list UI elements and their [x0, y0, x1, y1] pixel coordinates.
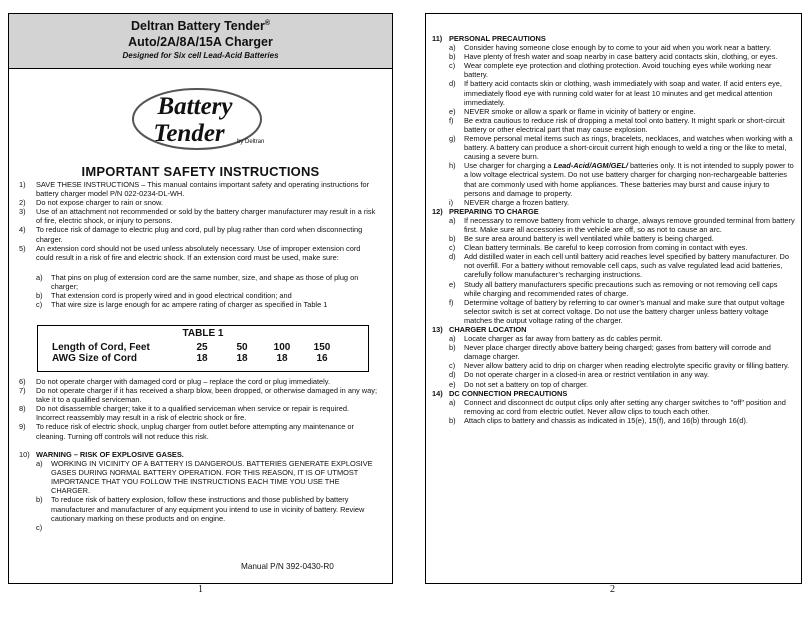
item-number: e) — [449, 279, 456, 289]
list-item: h) Use charger for charging a Lead-Acid/AGM/GEL/ batteries only. It is not intended to supply power to a low voltage electrical system. Do not use battery charger for charging non-rechargeable batteries that are commonly used with home appliances. These batteries may burst and cause injury to persons and damage to property. — [449, 161, 794, 198]
item-number: b) — [449, 415, 456, 425]
table-cell: 18 — [196, 353, 208, 364]
item-text: WORKING IN VICINITY OF A BATTERY IS DANGEROUS. BATTERIES GENERATE EXPLOSIVE GASES DURING NORMAL BATTERY OPERATION. FOR THIS REASON, IT IS OF UTMOST IMPORTANCE THAT YOU FOLLOW THE INSTRUCTIONS EACH TIME YOU USE THE CHARGER. — [51, 459, 373, 496]
table-cell: 150 — [313, 342, 331, 353]
list-item — [432, 398, 796, 416]
item-number: a) — [449, 215, 456, 225]
list-item — [432, 334, 796, 343]
title-line-1: Deltran Battery Tender® — [130, 19, 270, 33]
list-item — [19, 422, 379, 440]
page-number-1: 1 — [198, 584, 203, 595]
item-text: If necessary to remove battery from vehicle to charge, always remove grounded terminal from battery first. Make sure all accessories in the vehicle are off, so as not to cause an arc. — [464, 215, 795, 234]
item-number: e) — [449, 106, 456, 116]
list-item — [432, 370, 796, 379]
item-text: Never allow battery acid to drip on charger when reading electrolyte specific gravity or filling battery. — [464, 361, 790, 371]
item-text: That wire size is large enough for ac ampere rating of charger as specified in Table 1 — [51, 300, 328, 310]
item-number: b) — [36, 291, 43, 301]
section-14-items — [432, 398, 796, 425]
item-text: Never place charger directly above battery being charged; gases from battery will corrode and damage charger. — [464, 343, 771, 362]
logo-text-battery: Battery — [157, 93, 233, 120]
item-number: 2) — [19, 198, 26, 208]
item-10-heading: WARNING – RISK OF EXPLOSIVE GASES. — [36, 450, 184, 459]
list-item — [432, 116, 796, 134]
list-item — [432, 280, 796, 298]
list-item — [432, 234, 796, 243]
section-heading: 14) DC CONNECTION PRECAUTIONS — [432, 388, 568, 398]
list-item — [19, 207, 379, 225]
list-item — [19, 180, 379, 198]
list-item — [19, 300, 379, 309]
section-heading: 11) PERSONAL PRECAUTIONS — [432, 34, 546, 43]
table-cell: 18 — [236, 353, 248, 364]
logo-by-deltran: by Deltran — [237, 139, 265, 145]
list-item — [432, 134, 796, 161]
item-text: To reduce risk of electric shock, unplug charger from outlet before attempting any maintenance or cleaning. Turning off controls will not reduce this risk. — [36, 422, 354, 441]
item-number: d) — [449, 79, 456, 89]
item-text: Locate charger as far away from battery as dc cables permit. — [464, 334, 663, 344]
item-number: c) — [36, 300, 43, 310]
item-number: d) — [449, 252, 456, 262]
item-number: f) — [449, 115, 454, 125]
item-text: Use of an attachment not recommended or sold by the battery charger manufacturer may result in a risk of fire, electric shock, or injury to persons. — [36, 207, 376, 226]
list-item — [19, 291, 379, 300]
section-heading: 13) CHARGER LOCATION — [432, 325, 527, 334]
list-item — [432, 416, 796, 425]
list-item — [432, 79, 796, 106]
item-number: a) — [36, 273, 43, 282]
item-text: That extension cord is properly wired and in good electrical condition; and — [51, 291, 292, 301]
list-item — [432, 52, 796, 61]
table-row-length — [38, 342, 368, 353]
item-text: Remove personal metal items such as rings, bracelets, necklaces, and watches when working with a battery. A battery can produce a short-circuit current high enough to weld a ring or the like to metal, causing a severe burn. — [464, 134, 793, 162]
item-number: c) — [449, 61, 456, 71]
item-text: Connect and disconnect dc output clips only after setting any charger switches to "off" position and removing ac cord from electric outlet. Never allow clips to touch each other. — [464, 397, 786, 416]
page-1 — [8, 13, 393, 584]
page-2-content — [432, 34, 796, 425]
list-item — [19, 523, 379, 532]
item-text: Consider having someone close enough by to come to your aid when you work near a battery. — [464, 43, 772, 53]
item-text: Clean battery terminals. Be careful to keep corrosion from coming in contact with eyes. — [464, 243, 748, 253]
list-item — [432, 252, 796, 279]
item-number: 1) — [19, 180, 26, 189]
item-5-sublist — [19, 273, 379, 309]
item-number: b) — [36, 495, 43, 505]
battery-tender-logo — [131, 81, 267, 155]
list-item — [19, 404, 379, 422]
list-item — [432, 343, 796, 361]
item-number: d) — [449, 370, 456, 380]
item-number: a) — [449, 397, 456, 407]
table-row-awg — [38, 353, 368, 364]
item-number: 6) — [19, 377, 26, 386]
table-cell: 16 — [316, 353, 328, 364]
table-caption: TABLE 1 — [182, 328, 224, 339]
item-10-sublist — [19, 459, 379, 532]
table-1 — [37, 325, 369, 372]
item-text: NEVER smoke or allow a spark or flame in vicinity of battery or engine. — [464, 106, 696, 116]
item-number: c) — [449, 243, 456, 253]
item-number: 4) — [19, 225, 26, 235]
list-item — [432, 243, 796, 252]
title-line-3: Designed for Six cell Lead-Acid Batteries — [122, 51, 279, 60]
section-heading: 12) PREPARING TO CHARGE — [432, 206, 539, 216]
item-text: Be extra cautious to reduce risk of dropping a metal tool onto battery. It might spark or short-circuit battery or other electrical part that may cause explosion. — [464, 115, 785, 134]
list-item — [432, 43, 796, 52]
item-number: 7) — [19, 386, 26, 396]
item-text: Do not disassemble charger; take it to a qualified serviceman when service or repair is required. Incorrect reassembly may result in a risk of electric shock or fire. — [36, 404, 350, 423]
item-text: Attach clips to battery and chassis as indicated in 15(e), 15(f), and 16(b) through 16(d). — [464, 415, 748, 425]
logo-text-tender: Tender — [153, 120, 225, 147]
item-text: Do not operate charger with damaged cord or plug – replace the cord or plug immediately. — [36, 377, 331, 386]
item-number: f) — [449, 297, 454, 307]
list-item — [19, 198, 379, 207]
list-item: i) NEVER charge a frozen battery. — [449, 197, 570, 207]
item-number: b) — [449, 234, 456, 244]
item-text: SAVE THESE INSTRUCTIONS – This manual contains important safety and operating instructions for battery charger model P/N 022-0234-DL-WH. — [36, 180, 370, 199]
list-item — [432, 107, 796, 116]
item-number: 9) — [19, 422, 26, 432]
item-number: 3) — [19, 207, 26, 217]
section-13-items — [432, 334, 796, 389]
item-number: a) — [449, 334, 456, 344]
page-number-2: 2 — [610, 584, 615, 595]
item-number: b) — [449, 52, 456, 62]
item-text: Do not operate charger if it has received a sharp blow, been dropped, or otherwise damaged in any way; take it to a qualified serviceman. — [36, 386, 377, 405]
item-number: b) — [449, 343, 456, 353]
item-text: To reduce risk of damage to electric plug and cord, pull by plug rather than cord when disconnecting charger. — [36, 225, 363, 244]
list-item — [432, 380, 796, 389]
safety-items-bottom — [19, 377, 379, 441]
list-item — [19, 225, 379, 243]
safety-heading: IMPORTANT SAFETY INSTRUCTIONS — [81, 164, 320, 179]
list-item: 10) WARNING – RISK OF EXPLOSIVE GASES. — [19, 450, 379, 459]
list-item — [432, 216, 796, 234]
section-11-items — [432, 43, 796, 161]
list-item — [19, 244, 379, 262]
manual-part-number: Manual P/N 392-0430-R0 — [241, 562, 334, 571]
list-item — [19, 377, 379, 386]
item-number: 5) — [19, 243, 26, 253]
list-item — [19, 459, 379, 495]
item-text: To reduce risk of battery explosion, follow these instructions and those published by battery manufacturer and manufacturer of any equipment you intend to use in vicinity of battery. Review cautionary marking on these products and on engine. — [51, 495, 365, 523]
item-text: Wear complete eye protection and clothing protection. Avoid touching eyes while working near battery. — [464, 61, 772, 80]
item-text: Determine voltage of battery by referring to car owner’s manual and make sure that output voltage selector switch is set at correct voltage. Do not use the battery charger unless battery voltage matches the output voltage rating of the charger. — [464, 297, 785, 325]
list-item — [19, 273, 379, 291]
item-number: a) — [36, 459, 43, 469]
title-line-2: Auto/2A/8A/15A Charger — [128, 35, 273, 49]
item-text: Do not expose charger to rain or snow. — [36, 198, 163, 208]
item-text: Have plenty of fresh water and soap nearby in case battery acid contacts skin, clothing, or eyes. — [464, 52, 778, 62]
list-item — [19, 386, 379, 404]
item-number: e) — [449, 379, 456, 389]
item-text: Study all battery manufacturers specific precautions such as removing or not removing cell caps while charging and recommended rates of charge. — [464, 279, 778, 298]
row-label: AWG Size of Cord — [52, 353, 137, 364]
list-item — [432, 61, 796, 79]
section-12-items — [432, 216, 796, 325]
item-number: c) — [449, 361, 456, 371]
table-cell: 100 — [273, 342, 291, 353]
list-item — [432, 361, 796, 370]
table-cell: 25 — [196, 342, 208, 353]
item-text: Do not operate charger in a closed-in area or restrict ventilation in any way. — [464, 370, 710, 380]
item-number: 8) — [19, 404, 26, 414]
list-item — [19, 495, 379, 522]
item-number: a) — [449, 43, 456, 53]
item-text: If battery acid contacts skin or clothing, wash immediately with soap and water. If acid enters eye, immediately flood eye with running cold water for at least 10 minutes and get medical attention immediately. — [464, 79, 782, 107]
item-text: An extension cord should not be used unless absolutely necessary. Use of improper extension cord could result in a risk of fire and electric shock. If an extension cord must be used, make sure: — [36, 243, 361, 262]
item-number: c) — [36, 522, 43, 532]
item-number: g) — [449, 134, 456, 144]
page-2 — [425, 13, 802, 584]
item-text — [51, 523, 379, 532]
item-text: Add distilled water in each cell until battery acid reaches level specified by battery manufacturer. Do not overfill. For a battery without removable cell caps, such as valve regulated lead acid batteries, carefully follow manufacturer’s recharging instructions. — [464, 252, 789, 280]
safety-items-top — [19, 180, 379, 262]
item-text: That pins on plug of extension cord are the same number, size, and shape as those of plug on charger; — [51, 273, 359, 292]
table-cell: 18 — [276, 353, 288, 364]
item-text: Do not set a battery on top of charger. — [464, 379, 589, 389]
title-box — [9, 14, 392, 69]
item-text: Be sure area around battery is well ventilated while battery is being charged. — [464, 234, 714, 244]
list-item — [432, 298, 796, 325]
row-label: Length of Cord, Feet — [52, 342, 150, 353]
table-cell: 50 — [236, 342, 248, 353]
item-10 — [19, 450, 379, 532]
